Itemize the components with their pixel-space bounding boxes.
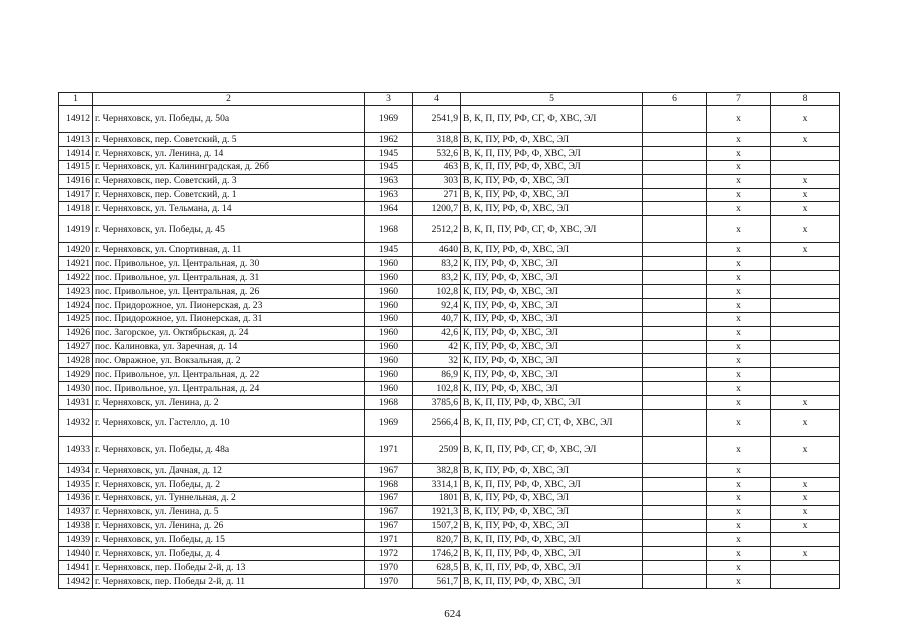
- services-cell: К, ПУ, РФ, Ф, ХВС, ЭЛ: [461, 257, 643, 271]
- year-cell: 1960: [365, 312, 413, 326]
- col7-mark: х: [707, 188, 771, 202]
- area-cell: 2541,9: [413, 106, 461, 133]
- col8-mark: х: [771, 477, 840, 491]
- col8-mark: [771, 312, 840, 326]
- services-cell: В, К, ПУ, РФ, Ф, ХВС, ЭЛ: [461, 202, 643, 216]
- col6-cell: [643, 202, 707, 216]
- area-cell: 1507,2: [413, 519, 461, 533]
- year-cell: 1970: [365, 575, 413, 589]
- table-row: [59, 533, 840, 547]
- area-cell: 32: [413, 354, 461, 368]
- col7-mark: х: [707, 216, 771, 243]
- header-col-1: 1: [59, 93, 93, 106]
- table-row: [59, 298, 840, 312]
- year-cell: 1960: [365, 382, 413, 396]
- year-cell: 1971: [365, 533, 413, 547]
- col7-mark: х: [707, 202, 771, 216]
- services-cell: В, К, П, ПУ, РФ, Ф, ХВС, ЭЛ: [461, 575, 643, 589]
- area-cell: 271: [413, 188, 461, 202]
- year-cell: 1964: [365, 202, 413, 216]
- page-number: 624: [444, 608, 461, 620]
- col6-cell: [643, 271, 707, 285]
- row-number: 14913: [59, 133, 93, 147]
- col7-mark: х: [707, 410, 771, 437]
- area-cell: 2566,4: [413, 410, 461, 437]
- year-cell: 1972: [365, 547, 413, 561]
- row-number: 14919: [59, 216, 93, 243]
- services-cell: В, К, П, ПУ, РФ, Ф, ХВС, ЭЛ: [461, 547, 643, 561]
- col6-cell: [643, 547, 707, 561]
- col8-mark: х: [771, 519, 840, 533]
- area-cell: 820,7: [413, 533, 461, 547]
- area-cell: 1801: [413, 491, 461, 505]
- year-cell: 1970: [365, 561, 413, 575]
- area-cell: 2512,2: [413, 216, 461, 243]
- col8-mark: х: [771, 106, 840, 133]
- year-cell: 1960: [365, 326, 413, 340]
- col7-mark: х: [707, 146, 771, 160]
- col6-cell: [643, 491, 707, 505]
- row-number: 14918: [59, 202, 93, 216]
- col6-cell: [643, 133, 707, 147]
- row-number: 14926: [59, 326, 93, 340]
- row-number: 14922: [59, 271, 93, 285]
- col7-mark: х: [707, 575, 771, 589]
- year-cell: 1967: [365, 505, 413, 519]
- col7-mark: х: [707, 533, 771, 547]
- col8-mark: х: [771, 410, 840, 437]
- col6-cell: [643, 257, 707, 271]
- col6-cell: [643, 561, 707, 575]
- address-cell: г. Черняховск, пер. Советский, д. 5: [93, 133, 365, 147]
- services-cell: К, ПУ, РФ, Ф, ХВС, ЭЛ: [461, 368, 643, 382]
- area-cell: 42: [413, 340, 461, 354]
- row-number: 14932: [59, 410, 93, 437]
- year-cell: 1945: [365, 243, 413, 257]
- services-cell: К, ПУ, РФ, Ф, ХВС, ЭЛ: [461, 340, 643, 354]
- row-number: 14942: [59, 575, 93, 589]
- col7-mark: х: [707, 437, 771, 464]
- col7-mark: х: [707, 174, 771, 188]
- col6-cell: [643, 505, 707, 519]
- services-cell: В, К, ПУ, РФ, Ф, ХВС, ЭЛ: [461, 464, 643, 478]
- col8-mark: х: [771, 188, 840, 202]
- year-cell: 1963: [365, 188, 413, 202]
- col6-cell: [643, 146, 707, 160]
- col8-mark: [771, 257, 840, 271]
- table-row: [59, 491, 840, 505]
- address-cell: г. Черняховск, ул. Гастелло, д. 10: [93, 410, 365, 437]
- row-number: 14924: [59, 298, 93, 312]
- year-cell: 1968: [365, 216, 413, 243]
- col8-mark: [771, 326, 840, 340]
- address-cell: г. Черняховск, ул. Ленина, д. 26: [93, 519, 365, 533]
- table-row: [59, 575, 840, 589]
- area-cell: 92,4: [413, 298, 461, 312]
- table-row: [59, 340, 840, 354]
- header-col-3: 3: [365, 93, 413, 106]
- address-cell: г. Черняховск, пер. Советский, д. 1: [93, 188, 365, 202]
- row-number: 14927: [59, 340, 93, 354]
- area-cell: 1746,2: [413, 547, 461, 561]
- table-row: [59, 396, 840, 410]
- col8-mark: [771, 298, 840, 312]
- col7-mark: х: [707, 133, 771, 147]
- year-cell: 1967: [365, 519, 413, 533]
- row-number: 14912: [59, 106, 93, 133]
- address-cell: пос. Придорожное, ул. Пионерская, д. 31: [93, 312, 365, 326]
- col7-mark: х: [707, 561, 771, 575]
- year-cell: 1969: [365, 106, 413, 133]
- row-number: 14928: [59, 354, 93, 368]
- col6-cell: [643, 243, 707, 257]
- col8-mark: х: [771, 437, 840, 464]
- year-cell: 1945: [365, 146, 413, 160]
- row-number: 14925: [59, 312, 93, 326]
- col8-mark: [771, 160, 840, 174]
- year-cell: 1967: [365, 464, 413, 478]
- row-number: 14923: [59, 285, 93, 299]
- year-cell: 1968: [365, 396, 413, 410]
- address-cell: пос. Привольное, ул. Центральная, д. 30: [93, 257, 365, 271]
- address-cell: г. Черняховск, ул. Победы, д. 4: [93, 547, 365, 561]
- services-cell: В, К, П, ПУ, РФ, СГ, СТ, Ф, ХВС, ЭЛ: [461, 410, 643, 437]
- year-cell: 1945: [365, 160, 413, 174]
- table-row: [59, 106, 840, 133]
- area-cell: 83,2: [413, 271, 461, 285]
- row-number: 14921: [59, 257, 93, 271]
- row-number: 14917: [59, 188, 93, 202]
- address-cell: г. Черняховск, пер. Победы 2-й, д. 11: [93, 575, 365, 589]
- address-cell: г. Черняховск, ул. Ленина, д. 5: [93, 505, 365, 519]
- address-cell: г. Черняховск, ул. Победы, д. 45: [93, 216, 365, 243]
- services-cell: В, К, П, ПУ, РФ, Ф, ХВС, ЭЛ: [461, 146, 643, 160]
- area-cell: 2509: [413, 437, 461, 464]
- area-cell: 3314,1: [413, 477, 461, 491]
- year-cell: 1960: [365, 298, 413, 312]
- table-row: [59, 243, 840, 257]
- address-cell: г. Черняховск, ул. Тельмана, д. 14: [93, 202, 365, 216]
- col6-cell: [643, 575, 707, 589]
- services-cell: В, К, П, ПУ, РФ, СГ, Ф, ХВС, ЭЛ: [461, 437, 643, 464]
- col8-mark: х: [771, 243, 840, 257]
- table-row: [59, 133, 840, 147]
- area-cell: 463: [413, 160, 461, 174]
- col7-mark: х: [707, 505, 771, 519]
- row-number: 14933: [59, 437, 93, 464]
- year-cell: 1960: [365, 354, 413, 368]
- col8-mark: х: [771, 505, 840, 519]
- col8-mark: [771, 146, 840, 160]
- address-cell: пос. Загорское, ул. Октябрьская, д. 24: [93, 326, 365, 340]
- table-row: [59, 202, 840, 216]
- col6-cell: [643, 174, 707, 188]
- col7-mark: х: [707, 340, 771, 354]
- services-cell: В, К, П, ПУ, РФ, Ф, ХВС, ЭЛ: [461, 561, 643, 575]
- header-col-7: 7: [707, 93, 771, 106]
- col8-mark: [771, 561, 840, 575]
- col8-mark: х: [771, 133, 840, 147]
- address-cell: г. Черняховск, ул. Дачная, д. 12: [93, 464, 365, 478]
- address-cell: г. Черняховск, ул. Победы, д. 15: [93, 533, 365, 547]
- col8-mark: [771, 464, 840, 478]
- address-cell: г. Черняховск, ул. Победы, д. 2: [93, 477, 365, 491]
- table-row: [59, 547, 840, 561]
- services-cell: К, ПУ, РФ, Ф, ХВС, ЭЛ: [461, 382, 643, 396]
- address-cell: г. Черняховск, ул. Победы, д. 50а: [93, 106, 365, 133]
- services-cell: К, ПУ, РФ, Ф, ХВС, ЭЛ: [461, 354, 643, 368]
- area-cell: 4640: [413, 243, 461, 257]
- year-cell: 1960: [365, 340, 413, 354]
- table-row: [59, 368, 840, 382]
- services-cell: К, ПУ, РФ, Ф, ХВС, ЭЛ: [461, 312, 643, 326]
- year-cell: 1960: [365, 285, 413, 299]
- area-cell: 628,5: [413, 561, 461, 575]
- col7-mark: х: [707, 396, 771, 410]
- col8-mark: [771, 271, 840, 285]
- area-cell: 83,2: [413, 257, 461, 271]
- col6-cell: [643, 285, 707, 299]
- col7-mark: х: [707, 298, 771, 312]
- row-number: 14929: [59, 368, 93, 382]
- year-cell: 1960: [365, 257, 413, 271]
- col7-mark: х: [707, 354, 771, 368]
- row-number: 14936: [59, 491, 93, 505]
- header-row: [59, 93, 840, 106]
- row-number: 14931: [59, 396, 93, 410]
- table-row: [59, 216, 840, 243]
- col7-mark: х: [707, 464, 771, 478]
- address-cell: г. Черняховск, ул. Туннельная, д. 2: [93, 491, 365, 505]
- col7-mark: х: [707, 271, 771, 285]
- services-cell: В, К, ПУ, РФ, Ф, ХВС, ЭЛ: [461, 505, 643, 519]
- col8-mark: [771, 382, 840, 396]
- area-cell: 1200,7: [413, 202, 461, 216]
- col8-mark: [771, 575, 840, 589]
- col8-mark: х: [771, 547, 840, 561]
- services-cell: В, К, ПУ, РФ, Ф, ХВС, ЭЛ: [461, 243, 643, 257]
- col6-cell: [643, 477, 707, 491]
- address-cell: г. Черняховск, пер. Советский, д. 3: [93, 174, 365, 188]
- area-cell: 318,8: [413, 133, 461, 147]
- year-cell: 1971: [365, 437, 413, 464]
- col8-mark: х: [771, 491, 840, 505]
- address-cell: г. Черняховск, ул. Победы, д. 48а: [93, 437, 365, 464]
- col8-mark: х: [771, 216, 840, 243]
- address-cell: г. Черняховск, пер. Победы 2-й, д. 13: [93, 561, 365, 575]
- year-cell: 1960: [365, 368, 413, 382]
- col7-mark: х: [707, 312, 771, 326]
- col7-mark: х: [707, 547, 771, 561]
- year-cell: 1963: [365, 174, 413, 188]
- area-cell: 86,9: [413, 368, 461, 382]
- row-number: 14914: [59, 146, 93, 160]
- services-cell: В, К, П, ПУ, РФ, СГ, Ф, ХВС, ЭЛ: [461, 106, 643, 133]
- header-col-8: 8: [771, 93, 840, 106]
- table-row: [59, 146, 840, 160]
- row-number: 14939: [59, 533, 93, 547]
- address-cell: г. Черняховск, ул. Калининградская, д. 26б: [93, 160, 365, 174]
- services-cell: В, К, П, ПУ, РФ, Ф, ХВС, ЭЛ: [461, 477, 643, 491]
- row-number: 14930: [59, 382, 93, 396]
- col8-mark: х: [771, 174, 840, 188]
- table-row: [59, 174, 840, 188]
- col7-mark: х: [707, 491, 771, 505]
- col7-mark: х: [707, 106, 771, 133]
- year-cell: 1968: [365, 477, 413, 491]
- col8-mark: [771, 340, 840, 354]
- services-cell: В, К, П, ПУ, РФ, Ф, ХВС, ЭЛ: [461, 160, 643, 174]
- year-cell: 1962: [365, 133, 413, 147]
- housing-register-table: [58, 92, 840, 589]
- address-cell: пос. Овражное, ул. Вокзальная, д. 2: [93, 354, 365, 368]
- col6-cell: [643, 519, 707, 533]
- col6-cell: [643, 160, 707, 174]
- col6-cell: [643, 437, 707, 464]
- services-cell: В, К, П, ПУ, РФ, СГ, Ф, ХВС, ЭЛ: [461, 216, 643, 243]
- services-cell: К, ПУ, РФ, Ф, ХВС, ЭЛ: [461, 285, 643, 299]
- area-cell: 303: [413, 174, 461, 188]
- services-cell: К, ПУ, РФ, Ф, ХВС, ЭЛ: [461, 298, 643, 312]
- table-row: [59, 285, 840, 299]
- services-cell: В, К, ПУ, РФ, Ф, ХВС, ЭЛ: [461, 491, 643, 505]
- header-col-6: 6: [643, 93, 707, 106]
- services-cell: В, К, П, ПУ, РФ, Ф, ХВС, ЭЛ: [461, 533, 643, 547]
- col8-mark: х: [771, 202, 840, 216]
- col6-cell: [643, 382, 707, 396]
- address-cell: пос. Привольное, ул. Центральная, д. 26: [93, 285, 365, 299]
- col6-cell: [643, 216, 707, 243]
- table-row: [59, 505, 840, 519]
- row-number: 14934: [59, 464, 93, 478]
- address-cell: пос. Придорожное, ул. Пионерская, д. 23: [93, 298, 365, 312]
- row-number: 14920: [59, 243, 93, 257]
- address-cell: пос. Калиновка, ул. Заречная, д. 14: [93, 340, 365, 354]
- col6-cell: [643, 340, 707, 354]
- col7-mark: х: [707, 243, 771, 257]
- table-row: [59, 271, 840, 285]
- area-cell: 40,7: [413, 312, 461, 326]
- row-number: 14915: [59, 160, 93, 174]
- table-row: [59, 410, 840, 437]
- services-cell: К, ПУ, РФ, Ф, ХВС, ЭЛ: [461, 326, 643, 340]
- area-cell: 3785,6: [413, 396, 461, 410]
- row-number: 14935: [59, 477, 93, 491]
- row-number: 14916: [59, 174, 93, 188]
- table-row: [59, 464, 840, 478]
- area-cell: 532,6: [413, 146, 461, 160]
- col7-mark: х: [707, 477, 771, 491]
- services-cell: В, К, ПУ, РФ, Ф, ХВС, ЭЛ: [461, 174, 643, 188]
- col7-mark: х: [707, 519, 771, 533]
- col7-mark: х: [707, 382, 771, 396]
- services-cell: В, К, ПУ, РФ, Ф, ХВС, ЭЛ: [461, 188, 643, 202]
- col6-cell: [643, 326, 707, 340]
- services-cell: К, ПУ, РФ, Ф, ХВС, ЭЛ: [461, 271, 643, 285]
- address-cell: пос. Привольное, ул. Центральная, д. 24: [93, 382, 365, 396]
- table-row: [59, 519, 840, 533]
- area-cell: 561,7: [413, 575, 461, 589]
- col7-mark: х: [707, 160, 771, 174]
- services-cell: В, К, П, ПУ, РФ, Ф, ХВС, ЭЛ: [461, 396, 643, 410]
- year-cell: 1969: [365, 410, 413, 437]
- col8-mark: [771, 533, 840, 547]
- address-cell: пос. Привольное, ул. Центральная, д. 22: [93, 368, 365, 382]
- col6-cell: [643, 312, 707, 326]
- col6-cell: [643, 464, 707, 478]
- col6-cell: [643, 106, 707, 133]
- col6-cell: [643, 188, 707, 202]
- address-cell: г. Черняховск, ул. Спортивная, д. 11: [93, 243, 365, 257]
- table-row: [59, 354, 840, 368]
- table-row: [59, 437, 840, 464]
- col8-mark: [771, 285, 840, 299]
- header-col-4: 4: [413, 93, 461, 106]
- col8-mark: [771, 354, 840, 368]
- col6-cell: [643, 410, 707, 437]
- col6-cell: [643, 368, 707, 382]
- table-row: [59, 188, 840, 202]
- services-cell: В, К, ПУ, РФ, Ф, ХВС, ЭЛ: [461, 133, 643, 147]
- table-row: [59, 160, 840, 174]
- col6-cell: [643, 298, 707, 312]
- area-cell: 102,8: [413, 285, 461, 299]
- table-row: [59, 326, 840, 340]
- year-cell: 1960: [365, 271, 413, 285]
- header-col-2: 2: [93, 93, 365, 106]
- row-number: 14937: [59, 505, 93, 519]
- col7-mark: х: [707, 285, 771, 299]
- address-cell: г. Черняховск, ул. Ленина, д. 2: [93, 396, 365, 410]
- area-cell: 1921,3: [413, 505, 461, 519]
- table-row: [59, 477, 840, 491]
- area-cell: 382,8: [413, 464, 461, 478]
- col7-mark: х: [707, 326, 771, 340]
- address-cell: г. Черняховск, ул. Ленина, д. 14: [93, 146, 365, 160]
- services-cell: В, К, ПУ, РФ, Ф, ХВС, ЭЛ: [461, 519, 643, 533]
- col7-mark: х: [707, 368, 771, 382]
- col8-mark: х: [771, 396, 840, 410]
- col7-mark: х: [707, 257, 771, 271]
- row-number: 14941: [59, 561, 93, 575]
- table-row: [59, 561, 840, 575]
- header-col-5: 5: [461, 93, 643, 106]
- table-row: [59, 312, 840, 326]
- row-number: 14938: [59, 519, 93, 533]
- col6-cell: [643, 354, 707, 368]
- area-cell: 42,6: [413, 326, 461, 340]
- area-cell: 102,8: [413, 382, 461, 396]
- col6-cell: [643, 533, 707, 547]
- address-cell: пос. Привольное, ул. Центральная, д. 31: [93, 271, 365, 285]
- table-row: [59, 382, 840, 396]
- row-number: 14940: [59, 547, 93, 561]
- col8-mark: [771, 368, 840, 382]
- col6-cell: [643, 396, 707, 410]
- table-row: [59, 257, 840, 271]
- year-cell: 1967: [365, 491, 413, 505]
